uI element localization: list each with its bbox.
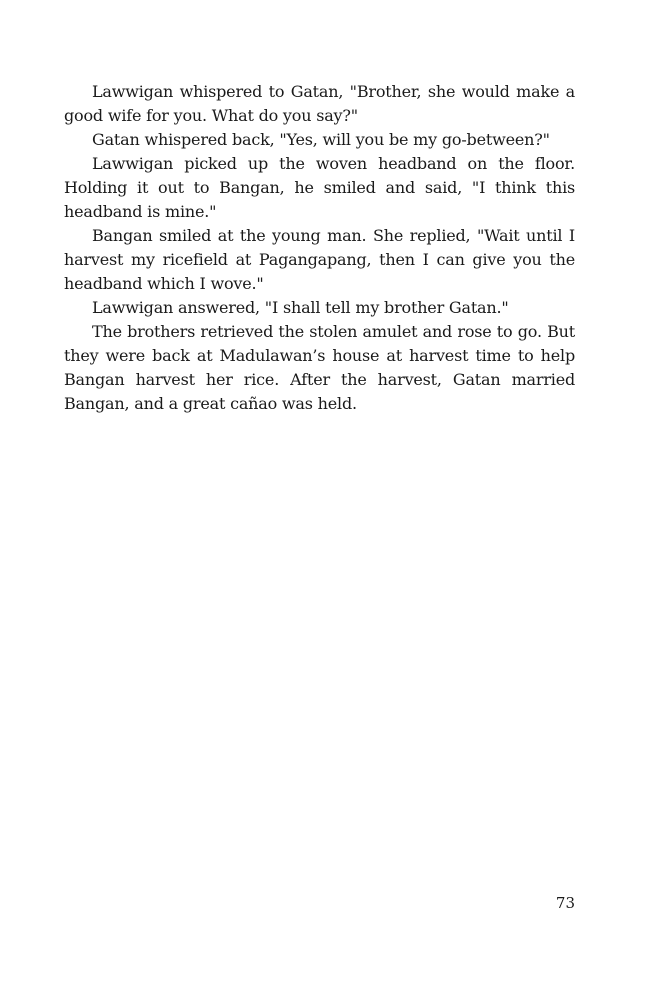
paragraph-1: Lawwigan whispered to Gatan, "Brother, she would make a good wife for you. What do you say?" [64,82,575,125]
paragraph-2: Gatan whispered back, "Yes, will you be my go-between?" [92,130,550,149]
story-text [64,80,575,416]
paragraph-3: Lawwigan picked up the woven headband on the floor. Holding it out to Bangan, he smiled and said, "I think this headband is mine." [64,154,575,221]
paragraph-5: Lawwigan answered, "I shall tell my brother Gatan." [92,298,509,317]
page-number: 73 [555,894,575,912]
paragraph-4: Bangan smiled at the young man. She replied, "Wait until I harvest my ricefield at Pagangapang, then I can give you the headband which I wove." [64,226,575,293]
paragraph-6: The brothers retrieved the stolen amulet and rose to go. But they were back at Madulawan’s house at harvest time to help Bangan harvest her rice. After the harvest, Gatan married Bangan, and a great cañao was held. [64,322,575,413]
